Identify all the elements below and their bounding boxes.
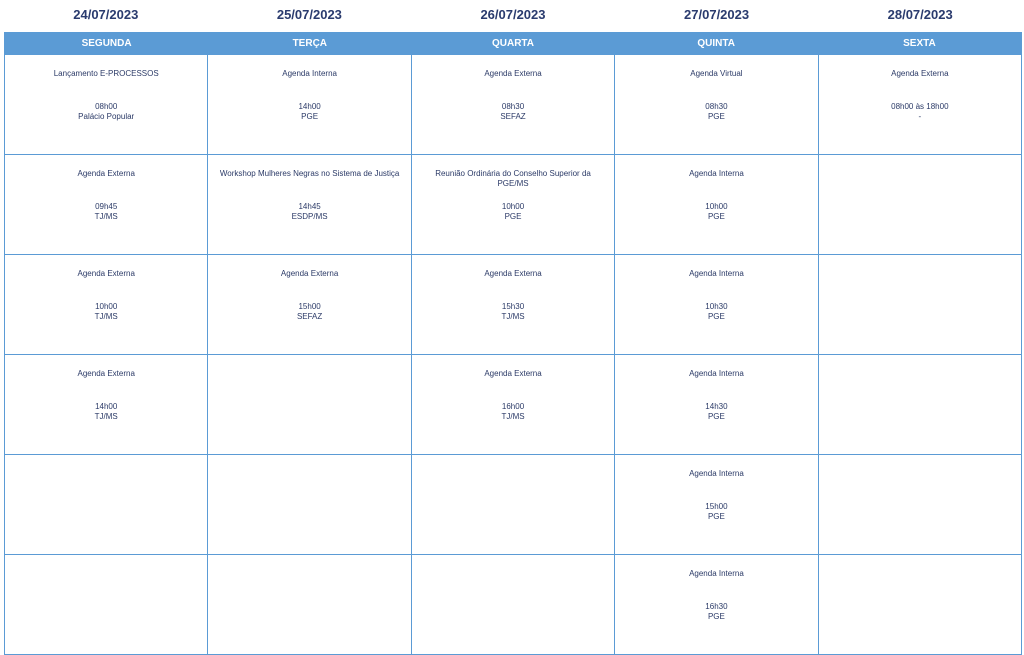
weekly-agenda [4, 0, 1022, 655]
event-title: Lançamento E-PROCESSOS [53, 69, 159, 78]
event-location: PGE [504, 212, 522, 221]
agenda-row [5, 55, 1021, 154]
agenda-row [5, 254, 1021, 354]
event-location: ESDP/MS [291, 212, 328, 221]
event-title: Agenda Interna [689, 269, 744, 278]
event-location: SEFAZ [296, 312, 323, 321]
agenda-cell [411, 455, 614, 554]
event-location: TJ/MS [94, 412, 118, 421]
agenda-cell[interactable] [5, 255, 207, 354]
agenda-rows [5, 55, 1021, 654]
event-title: Workshop Mulheres Negras no Sistema de Justiça [219, 169, 400, 178]
event-title: Agenda Externa [484, 369, 542, 378]
agenda-cell[interactable] [411, 255, 614, 354]
event-time: 08h00 [95, 102, 118, 111]
event-time: 16h00 [501, 402, 525, 411]
date-header-row [4, 0, 1022, 32]
event-title: Agenda Interna [689, 169, 744, 178]
event-title: Agenda Externa [77, 169, 135, 178]
event-time: 10h00 [95, 302, 118, 311]
event-location: PGE [707, 312, 725, 321]
agenda-cell [411, 555, 614, 654]
agenda-cell [818, 255, 1021, 354]
event-time: 08h30 [501, 102, 525, 111]
event-location: Palácio Popular [78, 112, 135, 121]
agenda-grid [4, 32, 1022, 655]
agenda-cell[interactable] [207, 55, 410, 154]
event-time: 14h45 [298, 202, 321, 211]
agenda-cell[interactable] [411, 355, 614, 454]
event-location: TJ/MS [501, 412, 525, 421]
event-time: 14h30 [705, 402, 728, 411]
weekday-header-row [5, 32, 1021, 55]
event-time: 09h45 [95, 202, 118, 211]
event-time: 08h30 [705, 102, 728, 111]
agenda-cell[interactable] [5, 355, 207, 454]
event-title: Reunião Ordinária do Conselho Superior da PGE/MS [435, 169, 591, 188]
agenda-cell [818, 355, 1021, 454]
agenda-row [5, 354, 1021, 454]
event-location: PGE [707, 612, 725, 621]
date-thursday: 27/07/2023 [684, 7, 750, 22]
event-location: PGE [707, 412, 725, 421]
event-title: Agenda Interna [689, 469, 744, 478]
event-location: SEFAZ [500, 112, 526, 121]
event-title: Agenda Externa [280, 269, 339, 278]
agenda-cell[interactable] [614, 255, 817, 354]
event-title: Agenda Externa [484, 269, 542, 278]
event-title: Agenda Externa [77, 369, 135, 378]
event-time: 15h30 [501, 302, 525, 311]
weekday-friday: SEXTA [903, 38, 936, 49]
event-time: 10h00 [705, 202, 728, 211]
event-time: 15h00 [298, 302, 321, 311]
event-location: - [918, 112, 922, 121]
event-time: 08h00 às 18h00 [891, 102, 949, 111]
weekday-thursday: QUINTA [697, 38, 735, 49]
event-location: TJ/MS [501, 312, 525, 321]
agenda-cell [818, 455, 1021, 554]
weekday-monday: SEGUNDA [81, 38, 132, 49]
agenda-cell[interactable] [411, 155, 614, 254]
event-location: TJ/MS [94, 212, 118, 221]
event-time: 10h30 [705, 302, 728, 311]
agenda-cell[interactable] [5, 55, 207, 154]
date-friday: 28/07/2023 [887, 7, 953, 22]
agenda-cell[interactable] [614, 555, 817, 654]
event-title: Agenda Externa [891, 69, 949, 78]
event-location: PGE [707, 212, 725, 221]
event-location: TJ/MS [94, 312, 118, 321]
agenda-cell [818, 555, 1021, 654]
event-time: 10h00 [501, 202, 525, 211]
event-title: Agenda Interna [689, 369, 744, 378]
agenda-cell[interactable] [5, 155, 207, 254]
event-location: PGE [707, 112, 725, 121]
agenda-cell [5, 455, 207, 554]
agenda-cell[interactable] [207, 255, 410, 354]
agenda-cell[interactable] [411, 55, 614, 154]
event-title: Agenda Externa [484, 69, 542, 78]
agenda-cell [207, 355, 410, 454]
agenda-cell[interactable] [614, 155, 817, 254]
agenda-row [5, 554, 1021, 654]
agenda-row [5, 154, 1021, 254]
agenda-cell [818, 155, 1021, 254]
agenda-cell[interactable] [207, 155, 410, 254]
agenda-cell [207, 455, 410, 554]
event-time: 16h30 [705, 602, 728, 611]
event-title: Agenda Externa [77, 269, 135, 278]
event-title: Agenda Interna [689, 569, 744, 578]
weekday-wednesday: QUARTA [491, 38, 535, 49]
date-monday: 24/07/2023 [73, 7, 139, 22]
event-time: 14h00 [298, 102, 321, 111]
agenda-cell[interactable] [614, 355, 817, 454]
event-title: Agenda Interna [282, 69, 337, 78]
agenda-cell [5, 555, 207, 654]
date-tuesday: 25/07/2023 [276, 7, 342, 22]
event-time: 14h00 [95, 402, 118, 411]
event-location: PGE [707, 512, 725, 521]
event-time: 15h00 [705, 502, 728, 511]
weekday-tuesday: TERÇA [292, 38, 328, 49]
event-title: Agenda Virtual [690, 69, 743, 78]
agenda-cell[interactable] [614, 55, 817, 154]
agenda-cell[interactable] [818, 55, 1021, 154]
agenda-cell [207, 555, 410, 654]
event-location: PGE [301, 112, 319, 121]
agenda-cell[interactable] [614, 455, 817, 554]
date-wednesday: 26/07/2023 [480, 7, 546, 22]
agenda-row [5, 454, 1021, 554]
